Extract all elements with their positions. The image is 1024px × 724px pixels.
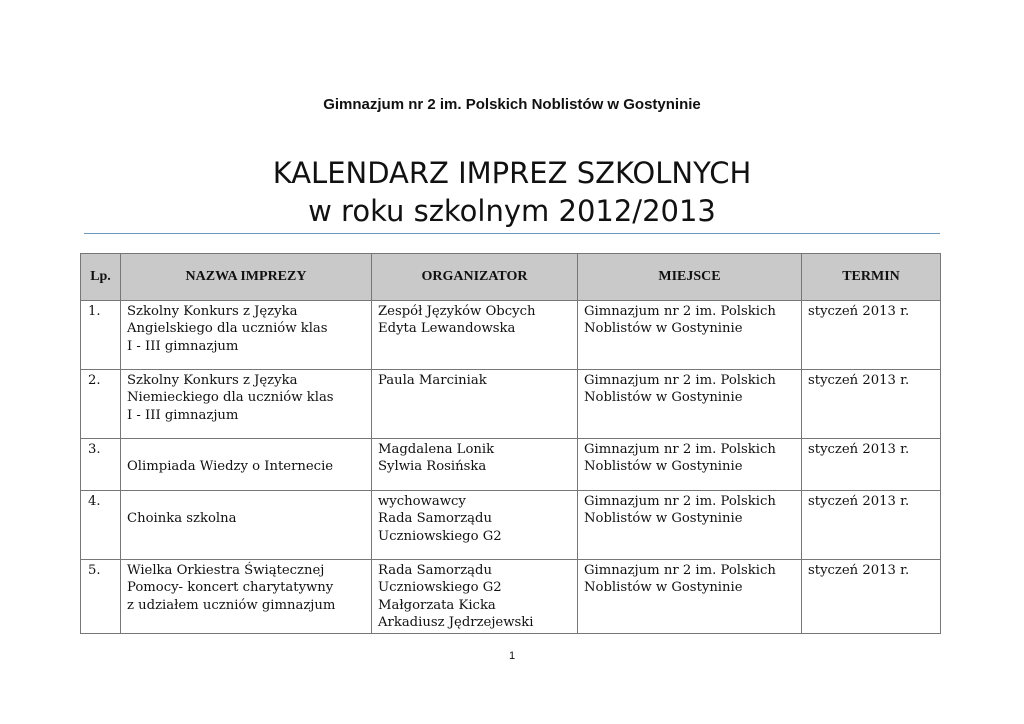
table-header	[81, 254, 941, 301]
cell-organizator	[372, 439, 578, 491]
school-name: Gimnazjum nr 2 im. Polskich Noblistów w Gostyninie	[323, 96, 701, 113]
cell-lp: 5.	[81, 560, 121, 634]
cell-text-line: Niemieckiego dla uczniów klas	[127, 390, 334, 406]
column-header-miejsce: MIEJSCE	[578, 254, 802, 301]
cell-text-line: Choinka szkolna	[127, 511, 237, 527]
cell-text-line: Gimnazjum nr 2 im. Polskich	[584, 304, 776, 319]
cell-text-line: Noblistów w Gostyninie	[584, 511, 743, 527]
cell-text-line: Zespół Języków Obcych	[378, 304, 536, 319]
cell-text-line: Noblistów w Gostyninie	[584, 459, 743, 475]
title-line-2: w roku szkolnym 2012/2013	[308, 194, 716, 228]
cell-text-line: Arkadiusz Jędrzejewski	[378, 614, 534, 630]
cell-text-line: Angielskiego dla uczniów klas	[127, 321, 328, 337]
cell-organizator	[372, 301, 578, 370]
cell-nazwa	[121, 491, 372, 560]
cell-text-line: Magdalena Lonik	[378, 442, 495, 457]
cell-text-line: Uczniowskiego G2	[378, 580, 502, 596]
cell-organizator	[372, 491, 578, 560]
column-header-organizator: ORGANIZATOR	[372, 254, 578, 301]
cell-text-line	[127, 493, 365, 510]
cell-text-line: Olimpiada Wiedzy o Internecie	[127, 459, 334, 475]
cell-termin: styczeń 2013 r.	[802, 301, 941, 370]
cell-text-line: Uczniowskiego G2	[378, 528, 502, 544]
table-row	[81, 439, 941, 491]
cell-text-line: I - III gimnazjum	[127, 338, 239, 354]
cell-text-line: Noblistów w Gostyninie	[584, 390, 743, 406]
cell-termin: styczeń 2013 r.	[802, 491, 941, 560]
cell-text-line: Szkolny Konkurs z Języka	[127, 373, 298, 388]
cell-text-line: Szkolny Konkurs z Języka	[127, 304, 298, 319]
cell-miejsce	[578, 301, 802, 370]
cell-termin: styczeń 2013 r.	[802, 370, 941, 439]
cell-text-line	[127, 441, 365, 458]
cell-organizator	[372, 560, 578, 634]
cell-miejsce	[578, 491, 802, 560]
table-row	[81, 301, 941, 370]
cell-text-line: Noblistów w Gostyninie	[584, 321, 743, 337]
cell-text-line: Gimnazjum nr 2 im. Polskich	[584, 442, 776, 457]
cell-text-line: wychowawcy	[378, 494, 466, 509]
page-number: 1	[508, 650, 516, 662]
column-header-termin: TERMIN	[802, 254, 941, 301]
cell-lp: 4.	[81, 491, 121, 560]
cell-text-line: I - III gimnazjum	[127, 407, 239, 423]
page-title	[0, 154, 1024, 230]
column-header-lp: Lp.	[81, 254, 121, 301]
cell-text-line: Noblistów w Gostyninie	[584, 580, 743, 596]
cell-miejsce	[578, 560, 802, 634]
cell-miejsce	[578, 370, 802, 439]
title-divider	[84, 233, 940, 234]
cell-text-line: Małgorzata Kicka	[378, 597, 496, 613]
cell-text-line: Sylwia Rosińska	[378, 459, 487, 475]
cell-text-line: Gimnazjum nr 2 im. Polskich	[584, 563, 776, 578]
cell-termin: styczeń 2013 r.	[802, 439, 941, 491]
cell-lp: 2.	[81, 370, 121, 439]
title-line-1: KALENDARZ IMPREZ SZKOLNYCH	[272, 156, 752, 190]
events-table	[80, 253, 941, 634]
cell-nazwa	[121, 370, 372, 439]
cell-text-line: Gimnazjum nr 2 im. Polskich	[584, 494, 776, 509]
cell-termin: styczeń 2013 r.	[802, 560, 941, 634]
table-row	[81, 491, 941, 560]
cell-miejsce	[578, 439, 802, 491]
table-row	[81, 560, 941, 634]
cell-text-line: Wielka Orkiestra Świątecznej	[127, 563, 325, 578]
column-header-nazwa: NAZWA IMPREZY	[121, 254, 372, 301]
cell-lp: 1.	[81, 301, 121, 370]
cell-organizator	[372, 370, 578, 439]
cell-text-line: Pomocy- koncert charytatywny	[127, 580, 334, 596]
cell-text-line: Rada Samorządu	[378, 563, 492, 578]
cell-nazwa	[121, 439, 372, 491]
cell-nazwa	[121, 560, 372, 634]
cell-text-line: Paula Marciniak	[378, 373, 487, 388]
table-row	[81, 370, 941, 439]
cell-text-line: Gimnazjum nr 2 im. Polskich	[584, 373, 776, 388]
cell-text-line: Rada Samorządu	[378, 511, 492, 527]
cell-lp: 3.	[81, 439, 121, 491]
cell-nazwa	[121, 301, 372, 370]
cell-text-line: Edyta Lewandowska	[378, 321, 516, 337]
cell-text-line: z udziałem uczniów gimnazjum	[127, 597, 336, 613]
